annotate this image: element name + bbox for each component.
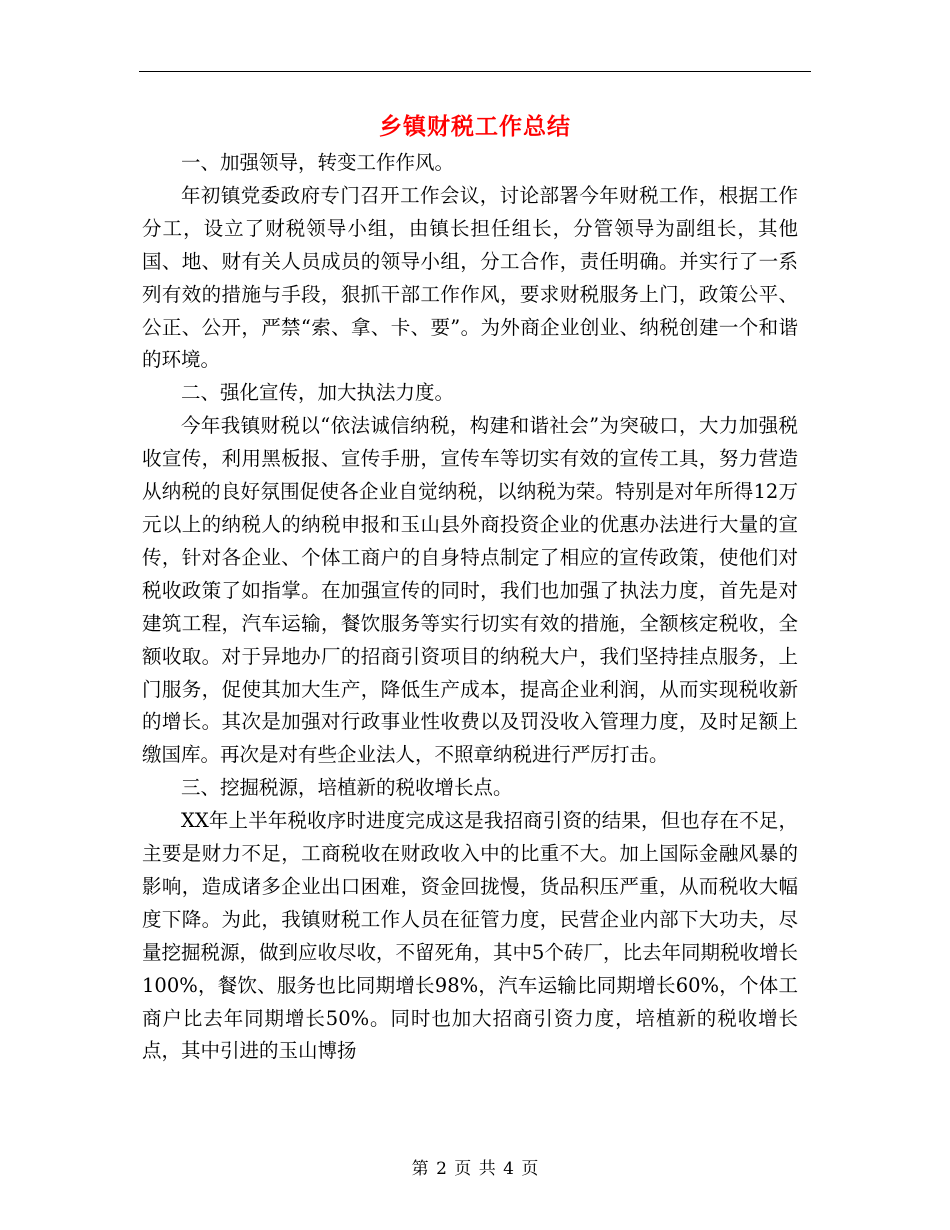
body-paragraph-2: 今年我镇财税以“依法诚信纳税，构建和谐社会”为突破口，大力加强税收宣传，利用黑板报、宣传手册，宣传车等切实有效的宣传工具，努力营造从纳税的良好氛围促使各企业自觉纳税，以纳税为荣。特别是对年所得12万元以上的纳税人的纳税申报和玉山县外商投资企业的优惠办法进行大量的宣传，针对各企业、个体工商户的自身特点制定了相应的宣传政策，使他们对税收政策了如指掌。在加强宣传的同时，我们也加强了执法力度，首先是对建筑工程，汽车运输，餐饮服务等实行切实有效的措施，全额核定税收，全额收取。对于异地办厂的招商引资项目的纳税大户，我们坚持挂点服务，上门服务，促使其加大生产，降低生产成本，提高企业利润，从而实现税收新的增长。其次是加强对行政事业性收费以及罚没收入管理力度，及时足额上缴国库。再次是对有些企业法人，不照章纳税进行严厉打击。 [142, 414, 798, 767]
body-paragraph-3: XX年上半年税收序时进度完成这是我招商引资的结果，但也存在不足，主要是财力不足，工商税收在财政收入中的比重不大。加上国际金融风暴的影响，造成诸多企业出口困难，资金回拢慢，货品积压严重，从而税收大幅度下降。为此，我镇财税工作人员在征管力度，民营企业内部下大功夫，尽量挖掘税源，做到应收尽收，不留死角，其中5个砖厂，比去年同期税收增长100%，餐饮、服务也比同期增长98%，汽车运输比同期增长60%，个体工商户比去年同期增长50%。同时也加大招商引资力度，培植新的税收增长点，其中引进的玉山博扬 [142, 809, 798, 1063]
body-paragraph-1: 年初镇党委政府专门召开工作会议，讨论部署今年财税工作，根据工作分工，设立了财税领导小组，由镇长担任组长，分管领导为副组长，其他国、地、财有关人员成员的领导小组，分工合作，责任明确。并实行了一系列有效的措施与手段，狠抓干部工作作风，要求财税服务上门，政策公平、公正、公开，严禁“索、拿、卡、要”。为外商企业创业、纳税创建一个和谐的环境。 [142, 183, 798, 372]
section-heading-3: 三、挖掘税源，培植新的税收增长点。 [181, 776, 513, 800]
header-rule [139, 71, 811, 72]
document-title: 乡镇财税工作总结 [379, 113, 571, 140]
section-heading-1: 一、加强领导，转变工作作风。 [181, 151, 455, 174]
section-heading-2: 二、强化宣传，加大执法力度。 [181, 381, 455, 405]
page-number: 第 2 页 共 4 页 [411, 1159, 539, 1179]
document-body [142, 147, 798, 1068]
